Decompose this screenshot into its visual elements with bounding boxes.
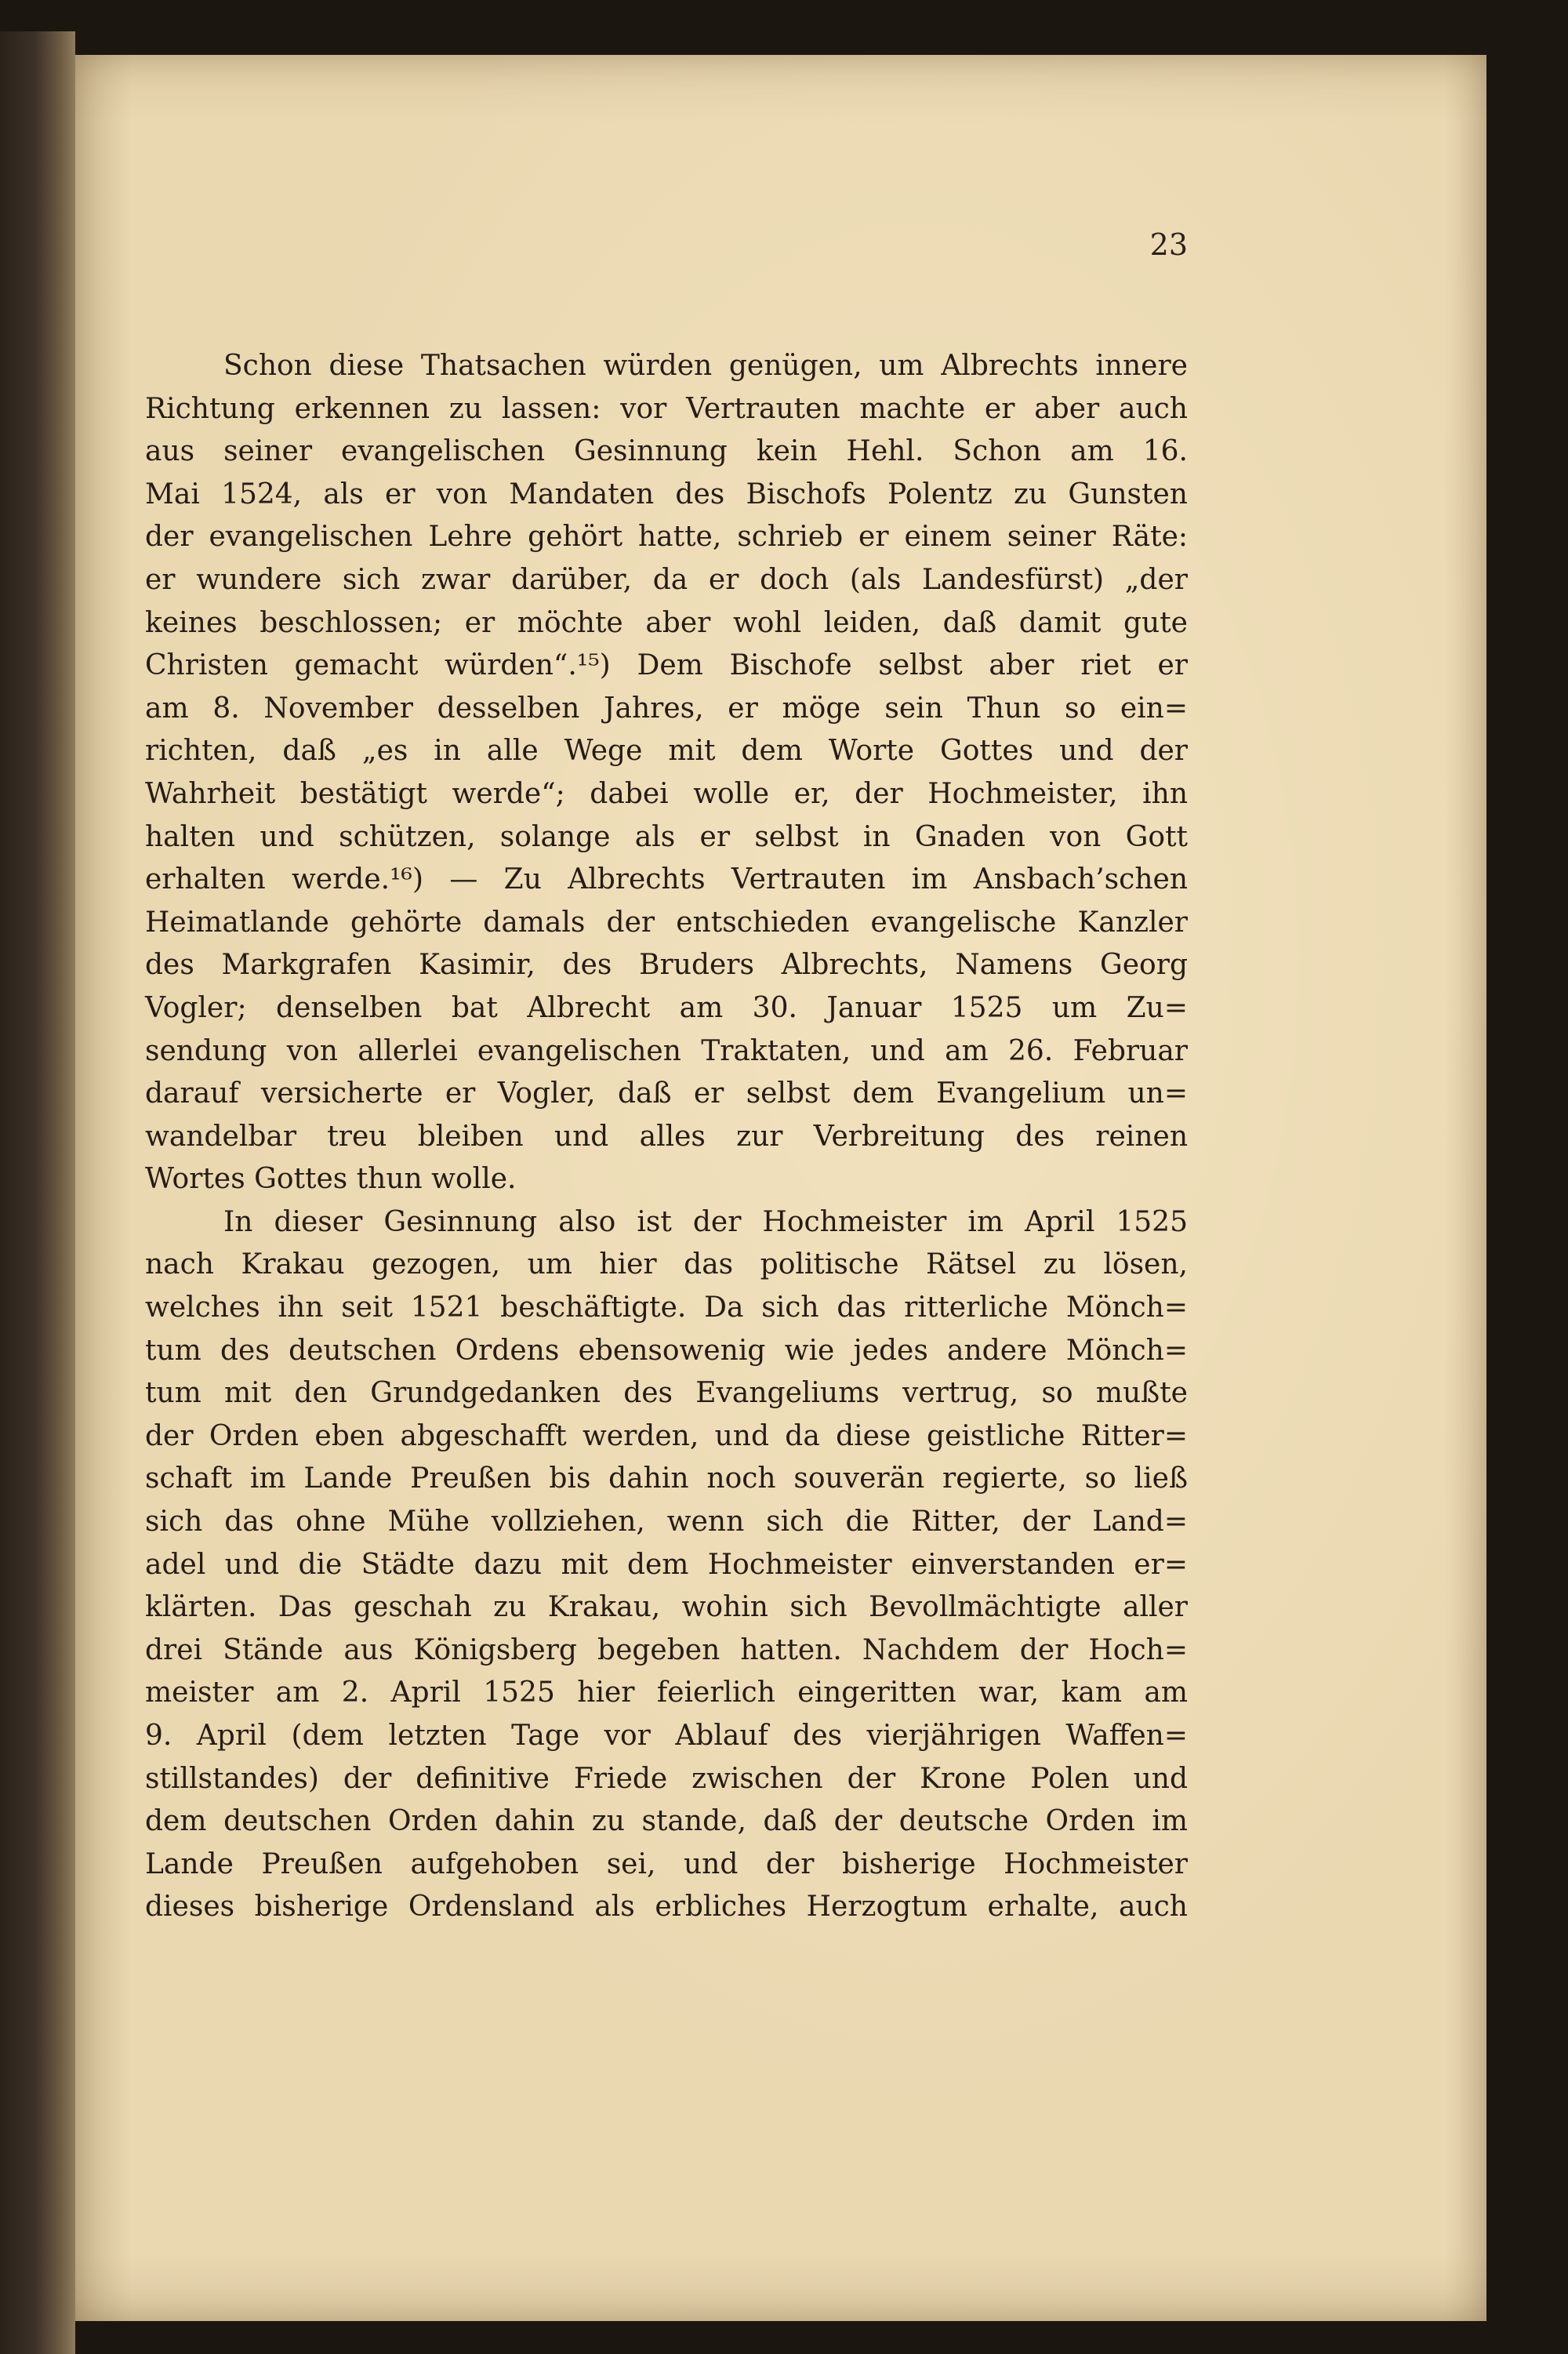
text-line: aus seiner evangelischen Gesinnung kein Hehl. Schon am 16. [145, 435, 1188, 468]
text-line: dieses bisherige Ordensland als erbliches Herzogtum erhalte, auch [145, 1891, 1188, 1924]
text-line: adel und die Städte dazu mit dem Hochmeister einverstanden er= [145, 1548, 1188, 1581]
text-line: wandelbar treu bleiben und alles zur Verbreitung des reinen [145, 1120, 1188, 1153]
text-line: tum mit den Grundgedanken des Evangeliums vertrug, so mußte [145, 1377, 1188, 1410]
text-line: Schon diese Thatsachen würden genügen, um Albrechts innere [223, 350, 1188, 382]
text-line: Wahrheit bestätigt werde“; dabei wolle er, der Hochmeister, ihn [145, 777, 1188, 810]
text-line: Heimatlande gehörte damals der entschieden evangelische Kanzler [145, 906, 1188, 939]
body-text [145, 345, 1188, 1929]
text-line: nach Krakau gezogen, um hier das politische Rätsel zu lösen, [145, 1248, 1188, 1281]
text-line: klärten. Das geschah zu Krakau, wohin sich Bevollmächtigte aller [145, 1591, 1188, 1624]
text-line: 9. April (dem letzten Tage vor Ablauf des vierjährigen Waffen= [145, 1720, 1188, 1752]
text-line: erhalten werde.¹⁶) — Zu Albrechts Vertrauten im Ansbach’schen [145, 863, 1188, 896]
text-line: Mai 1524, als er von Mandaten des Bischofs Polentz zu Gunsten [145, 478, 1188, 510]
text-line: drei Stände aus Königsberg begeben hatten. Nachdem der Hoch= [145, 1633, 1188, 1666]
text-line: sich das ohne Mühe vollziehen, wenn sich die Ritter, der Land= [145, 1506, 1188, 1538]
page-number: 23 [1149, 227, 1188, 262]
text-line: tum des deutschen Ordens ebensowenig wie jedes andere Mönch= [145, 1334, 1188, 1367]
text-line: Christen gemacht würden“.¹⁵) Dem Bischofe selbst aber riet er [145, 649, 1188, 682]
text-line: richten, daß „es in alle Wege mit dem Worte Gottes und der [145, 735, 1188, 768]
text-line: halten und schützen, solange als er selbst in Gnaden von Gott [145, 820, 1188, 853]
text-line: schaft im Lande Preußen bis dahin noch souverän regierte, so ließ [145, 1462, 1188, 1495]
text-line: stillstandes) der definitive Friede zwischen der Krone Polen und [145, 1762, 1188, 1795]
text-line: meister am 2. April 1525 hier feierlich eingeritten war, kam am [145, 1676, 1188, 1709]
text-line: Lande Preußen aufgehoben sei, und der bisherige Hochmeister [145, 1847, 1188, 1880]
text-line: des Markgrafen Kasimir, des Bruders Albrechts, Namens Georg [145, 949, 1188, 982]
text-line: Richtung erkennen zu lassen: vor Vertrauten machte er aber auch [145, 392, 1188, 425]
text-line: der evangelischen Lehre gehört hatte, schrieb er einem seiner Räte: [145, 521, 1188, 554]
text-line: dem deutschen Orden dahin zu stande, daß der deutsche Orden im [145, 1805, 1188, 1838]
text-line: In dieser Gesinnung also ist der Hochmeister im April 1525 [223, 1205, 1188, 1238]
text-line: Wortes Gottes thun wolle. [145, 1163, 517, 1196]
text-line: keines beschlossen; er möchte aber wohl leiden, daß damit gute [145, 606, 1188, 639]
text-line: am 8. November desselben Jahres, er möge sein Thun so ein= [145, 692, 1188, 725]
text-line: darauf versicherte er Vogler, daß er selbst dem Evangelium un= [145, 1077, 1188, 1110]
text-line: sendung von allerlei evangelischen Traktaten, und am 26. Februar [145, 1034, 1188, 1067]
text-line: Vogler; denselben bat Albrecht am 30. Januar 1525 um Zu= [145, 991, 1188, 1024]
book-spine-edge [0, 31, 75, 2354]
text-line: der Orden eben abgeschafft werden, und da diese geistliche Ritter= [145, 1419, 1188, 1452]
text-line: er wundere sich zwar darüber, da er doch (als Landesfürst) „der [145, 563, 1188, 596]
text-line: welches ihn seit 1521 beschäftigte. Da sich das ritterliche Mönch= [145, 1291, 1188, 1324]
